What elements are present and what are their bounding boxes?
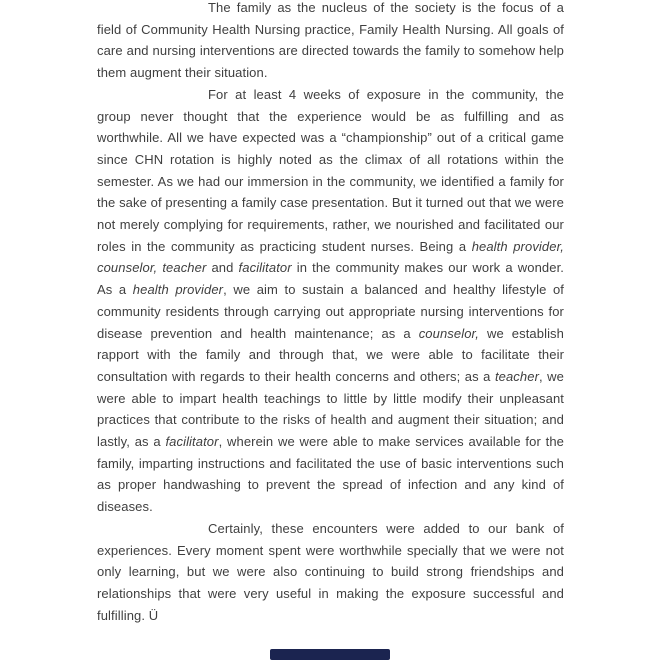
text-run: , we aim to sustain a balanced and healthy lifestyle of community residents through carrying out appropriate nursing interventions for disease prevention and health maintenance; as a	[97, 282, 565, 341]
text-run: For at least 4 weeks of exposure in the community, the group never thought that the experience would be as fulfilling and as worthwhile. All we have expected was a “championship” out of a critical game since CHN rotation is highly noted as the climax of all rotations within the semester. As we had our immersion in the community, we identified a family for the sake of presenting a family case presentation. But it turned out that we were not merely complying for requirements, rather, we nourished and facilitated our roles in the community as practicing student nurses. Being a	[97, 86, 564, 254]
text-run: , wherein we were able to make services available for the family, imparting instructions and facilitated the use of basic interventions such as proper handwashing to prevent the spread of infection and any kind of diseases.	[97, 434, 564, 515]
document-body	[97, 0, 564, 626]
paragraph	[97, 0, 564, 84]
paragraph	[97, 84, 564, 518]
text-run: counselor,	[418, 325, 479, 341]
text-run: we establish rapport with the family and through that, we were able to facilitate their consultation with regards to their health concerns and others; as a	[97, 325, 564, 384]
text-run: Certainly, these encounters were added to our bank of experiences. Every moment spent were worthwhile specially that we were not only learning, but we were also continuing to build strong friendships and relationships that were very useful in making the exposure successful and fulfilling. Ü	[97, 520, 564, 623]
text-run: health provider	[132, 282, 224, 298]
text-run: in the community makes our work a wonder. As a	[97, 260, 564, 298]
text-run: health provider, counselor, teacher	[97, 238, 564, 276]
text-run: , we were able to impart health teachings to little by little modify their unpleasant practices that contribute to the risks of health and augment their situation; and lastly, as a	[97, 368, 564, 450]
text-run: The family as the nucleus of the society is the focus of a field of Community Health Nursing practice, Family Health Nursing. All goals of care and nursing interventions are directed towards the family to somehow help them augment their situation.	[97, 0, 564, 81]
paragraph	[97, 518, 564, 627]
text-run: teacher	[494, 368, 539, 384]
bottom-bar	[270, 649, 390, 660]
text-run: facilitator	[165, 434, 219, 450]
text-run: and	[206, 260, 239, 276]
text-run: facilitator	[238, 260, 292, 276]
